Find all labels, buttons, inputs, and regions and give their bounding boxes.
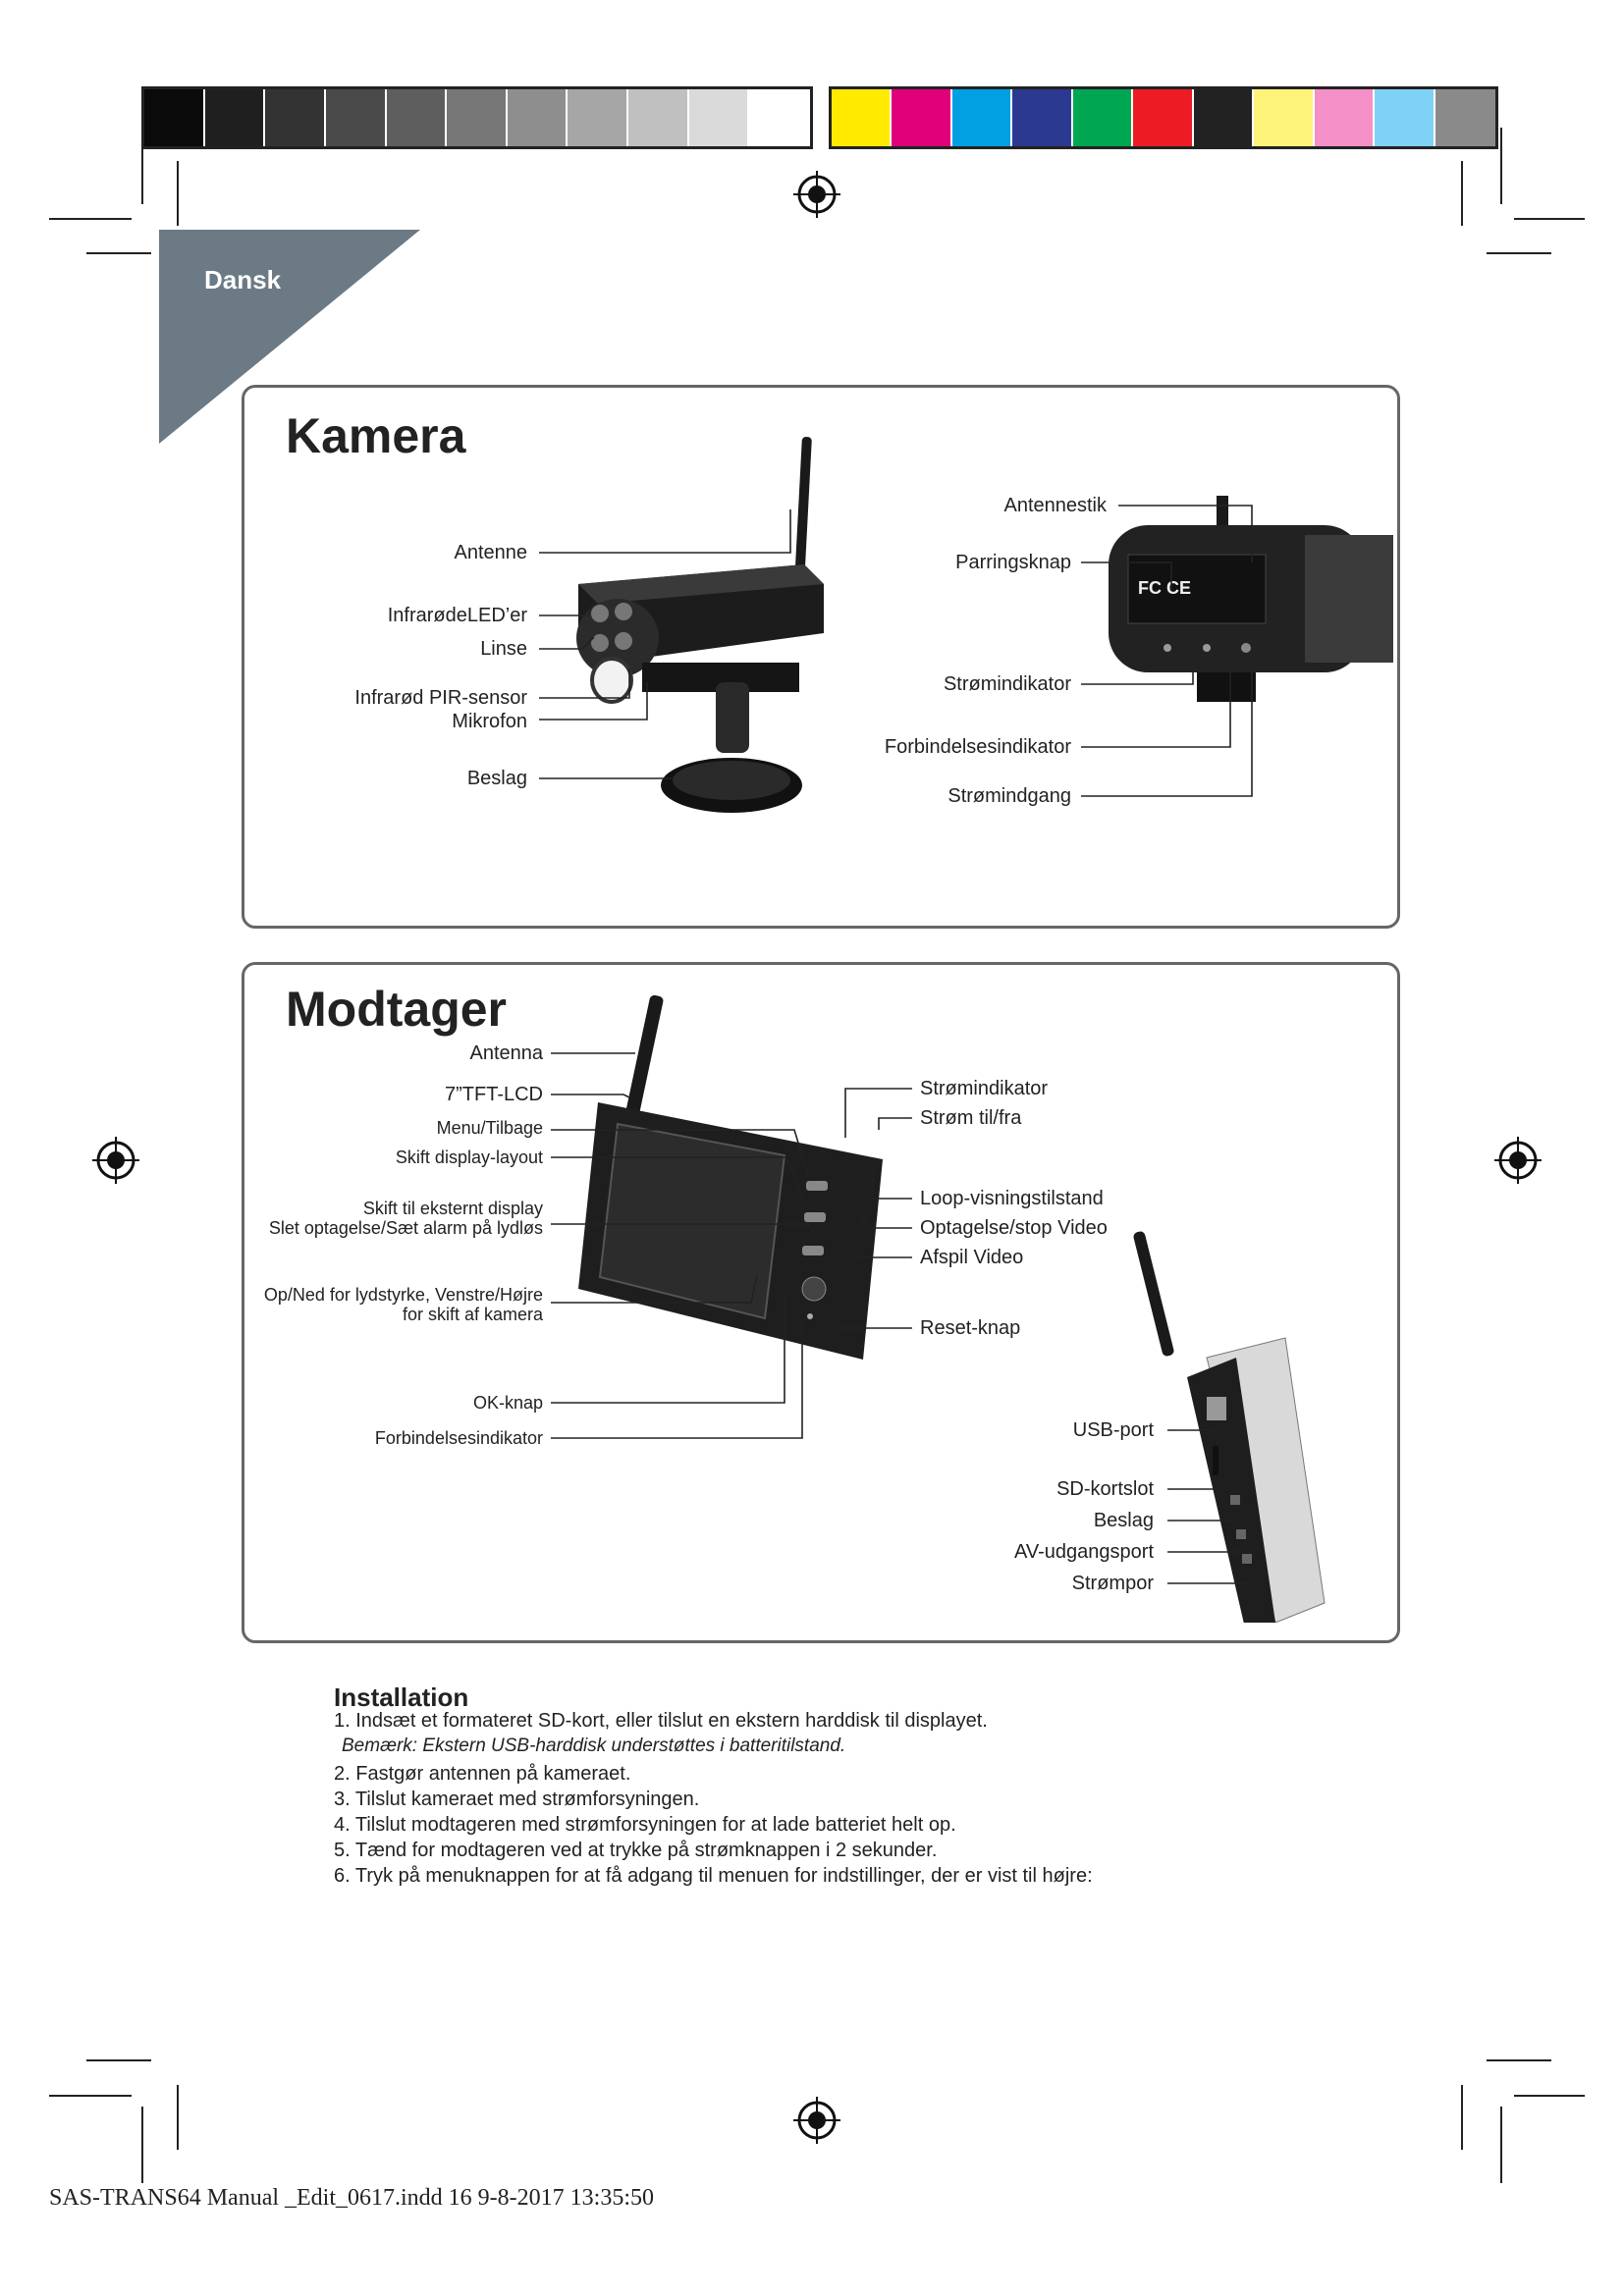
camera-panel	[242, 385, 1400, 929]
language-label: Dansk	[204, 265, 282, 294]
label-antenna: Antenna	[469, 1042, 543, 1064]
crop-mark	[49, 218, 132, 220]
crop-mark	[1500, 128, 1502, 204]
installation-step: 3. Tilslut kameraet med strømforsyningen.	[334, 1789, 700, 1810]
color-swatch	[628, 89, 689, 146]
label-usb-port: USB-port	[1072, 1419, 1154, 1441]
label-bracket: Beslag	[1093, 1510, 1154, 1531]
crop-mark	[1514, 2095, 1585, 2097]
label-volume-up-down: Op/Ned for lydstyrke, Venstre/Højre	[263, 1285, 543, 1305]
color-swatch	[892, 89, 951, 146]
installation-step: 6. Tryk på menuknappen for at få adgang til menuen for indstillinger, der er vist til højre:	[334, 1865, 1093, 1887]
label-linse: Linse	[480, 638, 527, 660]
print-slug: SAS-TRANS64 Manual _Edit_0617.indd 16 9-8-2017 13:35:50	[49, 2185, 654, 2211]
label-power-on-off: Strøm til/fra	[920, 1107, 1022, 1129]
crop-mark	[1514, 218, 1585, 220]
camera-front-illustration	[539, 437, 853, 829]
color-swatch	[508, 89, 568, 146]
crop-mark	[1487, 2059, 1551, 2061]
color-swatch	[568, 89, 628, 146]
color-swatch	[1435, 89, 1495, 146]
label-loop-mode: Loop-visningstilstand	[920, 1188, 1104, 1209]
color-swatch	[1012, 89, 1072, 146]
label-stroemindgang: Strømindgang	[947, 785, 1071, 807]
installation-step: 1. Indsæt et formateret SD-kort, eller tilslut en ekstern harddisk til displayet.	[334, 1710, 988, 1732]
label-record-stop: Optagelse/stop Video	[920, 1217, 1108, 1239]
registration-target-icon	[791, 169, 842, 220]
label-antennestik: Antennestik	[1003, 495, 1107, 516]
label-mikrofon: Mikrofon	[452, 711, 527, 732]
receiver-front-illustration	[578, 994, 902, 1377]
registration-target-icon	[791, 2095, 842, 2146]
installation-step: 4. Tilslut modtageren med strømforsyningen for at lade batteriet helt op.	[334, 1814, 956, 1836]
label-pir-sensor: Infrarød PIR-sensor	[354, 687, 527, 709]
crop-mark	[141, 128, 143, 204]
crop-mark	[1461, 161, 1463, 226]
color-swatch	[1375, 89, 1435, 146]
label-infrared-led: InfrarødeLED’er	[387, 605, 527, 626]
label-tft-lcd: 7”TFT-LCD	[445, 1084, 543, 1105]
label-beslag: Beslag	[466, 768, 527, 789]
label-power-indicator: Strømindikator	[920, 1078, 1049, 1099]
registration-target-icon	[1492, 1135, 1543, 1186]
crop-mark	[86, 2059, 151, 2061]
grayscale-color-bar	[141, 86, 813, 149]
color-swatch	[952, 89, 1012, 146]
color-swatch	[689, 89, 750, 146]
crop-mark	[1461, 2085, 1463, 2150]
installation-step: 2. Fastgør antennen på kameraet.	[334, 1763, 631, 1785]
color-swatch	[144, 89, 205, 146]
camera-title: Kamera	[286, 408, 466, 463]
color-swatch	[832, 89, 892, 146]
color-swatch	[1254, 89, 1314, 146]
color-swatch	[326, 89, 387, 146]
label-play-video: Afspil Video	[920, 1247, 1024, 1268]
receiver-title: Modtager	[286, 982, 507, 1037]
color-swatch	[1315, 89, 1375, 146]
color-swatch	[749, 89, 810, 146]
label-connection-indicator: Forbindelsesindikator	[374, 1428, 543, 1448]
installation-step: 5. Tænd for modtageren ved at trykke på strømknappen i 2 sekunder.	[334, 1840, 938, 1861]
label-av-out: AV-udgangsport	[1014, 1541, 1154, 1563]
label-sd-slot: SD-kortslot	[1056, 1478, 1154, 1500]
label-antenne: Antenne	[454, 542, 527, 563]
label-stroemindikator: Strømindikator	[943, 673, 1071, 695]
registration-target-icon	[90, 1135, 141, 1186]
label-display-layout: Skift display-layout	[395, 1148, 543, 1167]
label-parringsknap: Parringsknap	[955, 552, 1071, 573]
label-reset-button: Reset-knap	[920, 1317, 1021, 1339]
crop-mark	[49, 2095, 132, 2097]
color-swatch	[387, 89, 448, 146]
crop-mark	[1500, 2107, 1502, 2183]
color-swatch	[1073, 89, 1133, 146]
crop-mark	[177, 2085, 179, 2150]
receiver-side-illustration	[1128, 1230, 1364, 1623]
process-color-bar	[829, 86, 1498, 149]
crop-mark	[1487, 252, 1551, 254]
color-swatch	[447, 89, 508, 146]
camera-back-illustration	[1109, 496, 1393, 721]
label-menu-back: Menu/Tilbage	[436, 1118, 543, 1138]
crop-mark	[141, 2107, 143, 2183]
receiver-panel	[242, 962, 1400, 1643]
label-power-port: Strømpor	[1071, 1573, 1154, 1594]
label-ok-button: OK-knap	[472, 1393, 543, 1413]
label-camera-switch: for skift af kamera	[402, 1305, 543, 1324]
installation-heading: Installation	[334, 1682, 469, 1712]
certification-marks: FC CE	[1138, 578, 1191, 598]
label-external-display: Skift til eksternt display	[362, 1199, 543, 1218]
color-swatch	[205, 89, 266, 146]
crop-mark	[177, 161, 179, 226]
color-swatch	[1194, 89, 1254, 146]
color-swatch	[265, 89, 326, 146]
label-forbindelsesindikator: Forbindelsesindikator	[884, 736, 1071, 758]
crop-mark	[86, 252, 151, 254]
color-swatch	[1133, 89, 1193, 146]
installation-note: Bemærk: Ekstern USB-harddisk understøttes i batteritilstand.	[342, 1735, 846, 1756]
label-delete-recording: Slet optagelse/Sæt alarm på lydløs	[268, 1218, 543, 1238]
